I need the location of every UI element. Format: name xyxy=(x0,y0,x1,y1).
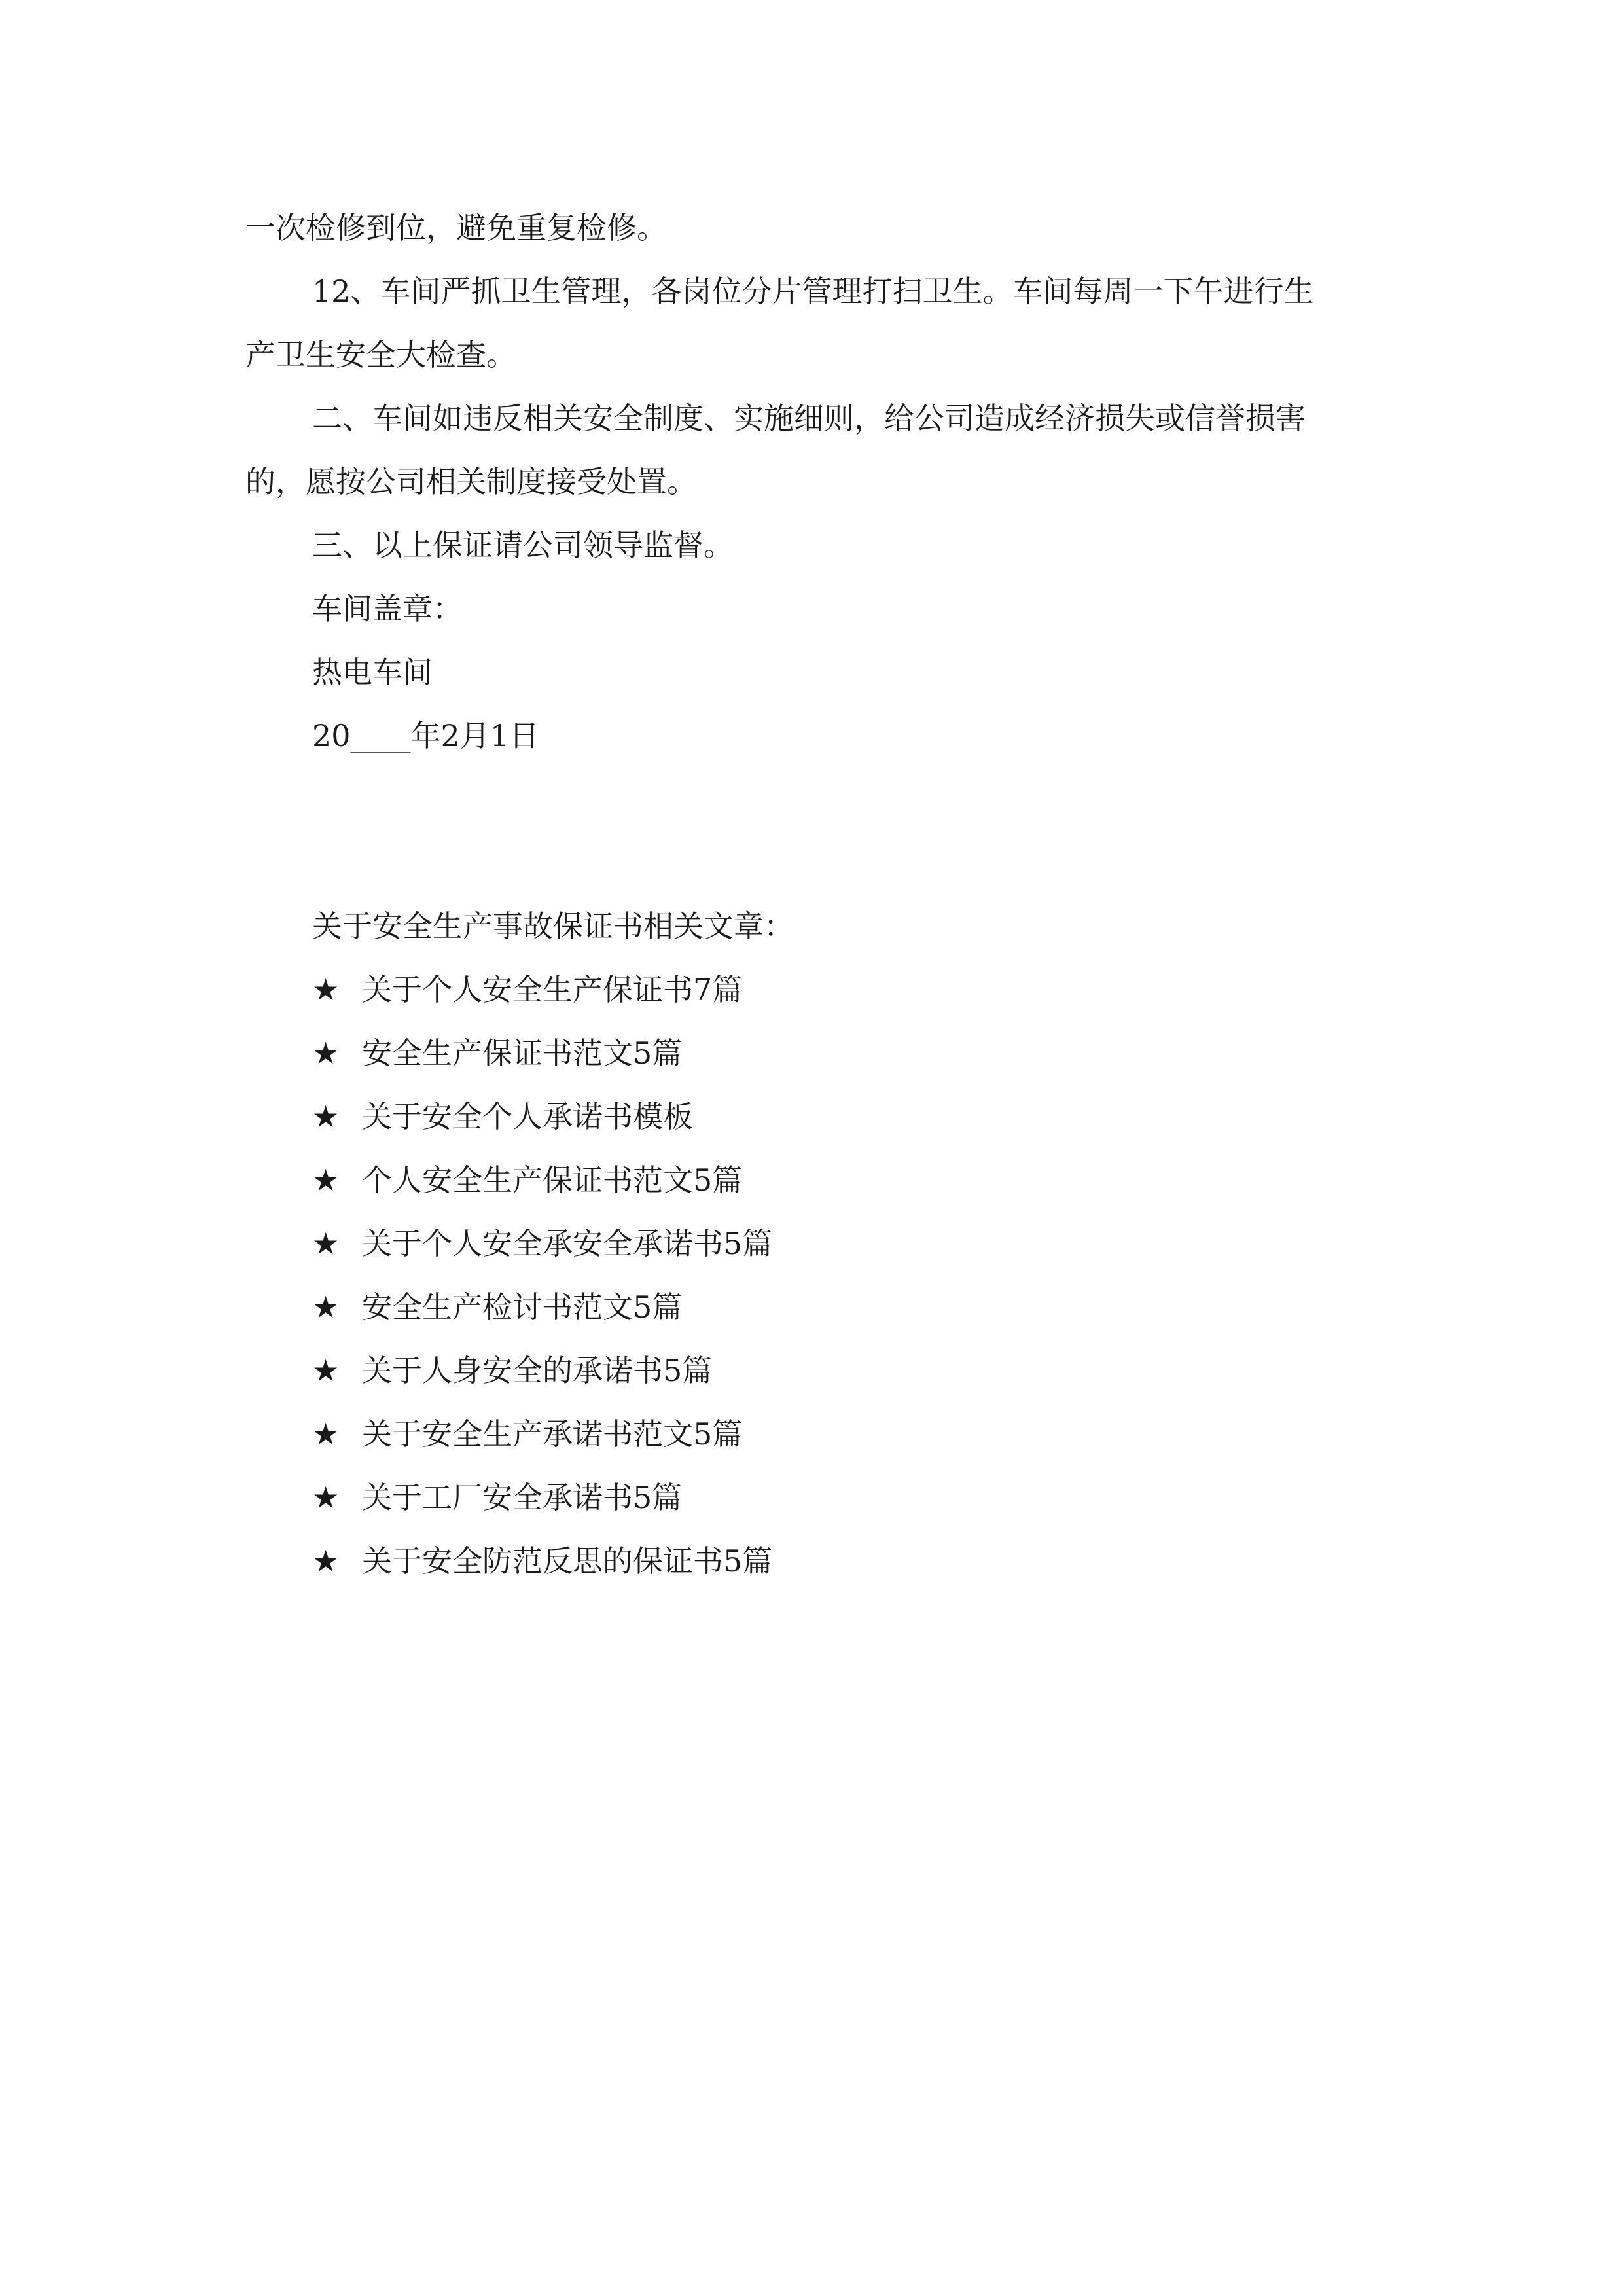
star-icon: ★ xyxy=(312,972,340,1007)
related-item-label: 关于个人安全承安全承诺书5篇 xyxy=(362,1226,773,1261)
continuation-line: 一次检修到位，避免重复检修。 xyxy=(245,210,667,245)
related-item-label: 个人安全生产保证书范文5篇 xyxy=(362,1162,743,1198)
related-item-label: 关于安全个人承诺书模板 xyxy=(362,1099,693,1134)
signature-date: 20____年2月1日 xyxy=(312,718,540,753)
related-item[interactable] xyxy=(245,1085,1384,1149)
star-icon: ★ xyxy=(312,1416,340,1452)
item-12-line-1: 12、车间严抓卫生管理，各岗位分片管理打扫卫生。车间每周一下午进行生 xyxy=(312,274,1314,309)
section-2-line-1: 二、车间如违反相关安全制度、实施细则，给公司造成经济损失或信誉损害 xyxy=(312,401,1306,436)
related-item[interactable] xyxy=(245,1530,1384,1593)
related-item-label: 关于工厂安全承诺书5篇 xyxy=(362,1480,683,1515)
related-item[interactable] xyxy=(245,1022,1384,1085)
related-item[interactable] xyxy=(245,1276,1384,1339)
stamp-label: 车间盖章： xyxy=(312,591,463,626)
document-body xyxy=(245,196,1384,1593)
section-2-line-2: 的，愿按公司相关制度接受处置。 xyxy=(245,464,697,499)
related-heading: 关于安全生产事故保证书相关文章： xyxy=(312,908,794,944)
related-item-label: 关于个人安全生产保证书7篇 xyxy=(362,972,743,1007)
related-item-label: 安全生产保证书范文5篇 xyxy=(362,1035,683,1071)
star-icon: ★ xyxy=(312,1226,340,1261)
related-item[interactable] xyxy=(245,1149,1384,1212)
section-3-line: 三、以上保证请公司领导监督。 xyxy=(312,528,734,563)
related-item[interactable] xyxy=(245,958,1384,1022)
related-item-label: 关于安全防范反思的保证书5篇 xyxy=(362,1543,773,1579)
related-item-label: 关于安全生产承诺书范文5篇 xyxy=(362,1416,743,1452)
item-12-line-2: 产卫生安全大检查。 xyxy=(245,337,516,372)
related-item[interactable] xyxy=(245,1339,1384,1403)
related-item-label: 关于人身安全的承诺书5篇 xyxy=(362,1353,713,1388)
related-item[interactable] xyxy=(245,1466,1384,1530)
star-icon: ★ xyxy=(312,1035,340,1071)
star-icon: ★ xyxy=(312,1289,340,1325)
related-list xyxy=(245,958,1384,1593)
star-icon: ★ xyxy=(312,1353,340,1388)
related-item[interactable] xyxy=(245,1403,1384,1466)
workshop-name: 热电车间 xyxy=(312,655,433,690)
related-item[interactable] xyxy=(245,1212,1384,1276)
star-icon: ★ xyxy=(312,1543,340,1579)
star-icon: ★ xyxy=(312,1162,340,1198)
star-icon: ★ xyxy=(312,1480,340,1515)
related-item-label: 安全生产检讨书范文5篇 xyxy=(362,1289,683,1325)
spacer xyxy=(245,768,1384,895)
star-icon: ★ xyxy=(312,1099,340,1134)
